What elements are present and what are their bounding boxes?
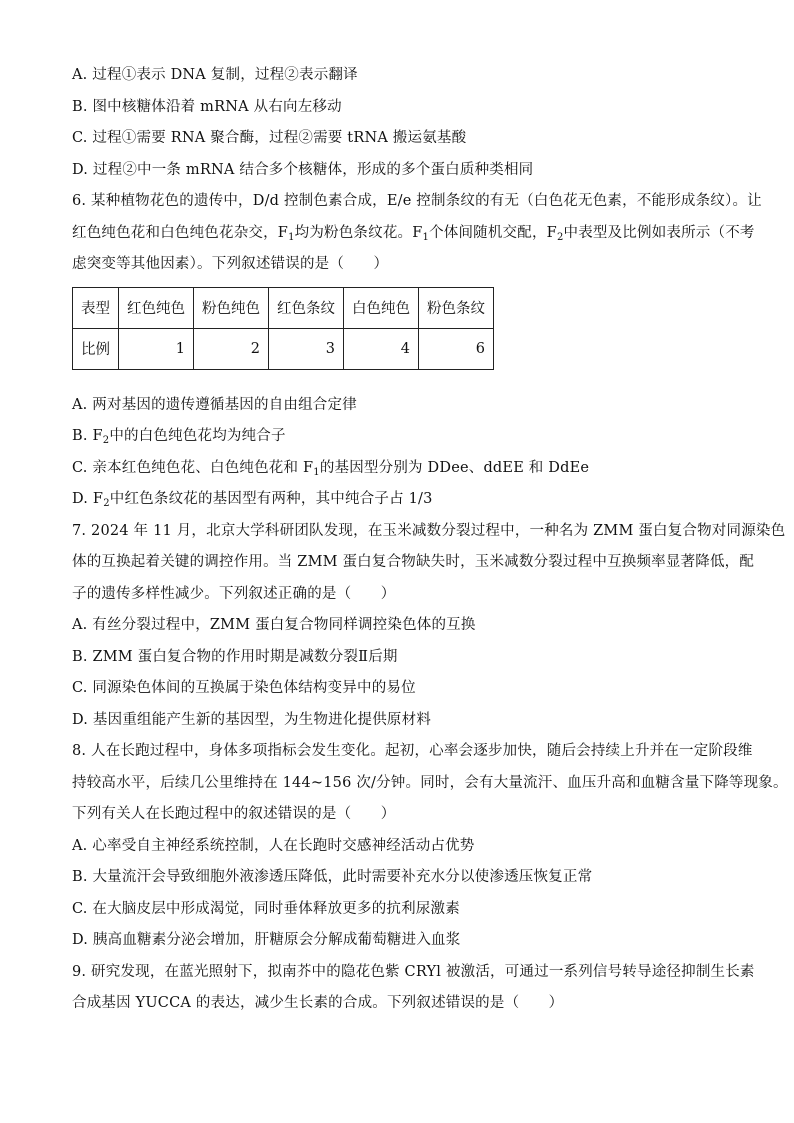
subscript: 2 bbox=[102, 435, 110, 446]
option-text: C. 亲本红色纯色花、白色纯色花和 F bbox=[72, 459, 314, 476]
table-row-label: 比例 bbox=[73, 328, 119, 369]
table-header-cell: 红色条纹 bbox=[269, 287, 344, 328]
q7-stem-line: 7. 2024 年 11 月，北京大学科研团队发现，在玉米减数分裂过程中，一种名为 ZMM 蛋白复合物对同源染色 bbox=[72, 522, 786, 539]
table-cell: 6 bbox=[419, 328, 494, 369]
q6-stem-text: 均为粉色条纹花。F bbox=[294, 224, 423, 241]
q6-stem-line3: 虑突变等其他因素）。下列叙述错误的是（ ） bbox=[72, 256, 389, 272]
option-text: B. F bbox=[72, 428, 103, 444]
q9-stem-line: 合成基因 YUCCA 的表达，减少生长素的合成。下列叙述错误的是（ ） bbox=[72, 995, 564, 1011]
option-text: 中红色条纹花的基因型有两种，其中纯合子占 1/3 bbox=[109, 491, 433, 507]
q8-option-a: A. 心率受自主神经系统控制，人在长跑时交感神经活动占优势 bbox=[72, 837, 475, 854]
q5-option-c: C. 过程①需要 RNA 聚合酶，过程②需要 tRNA 搬运氨基酸 bbox=[72, 130, 467, 146]
q6-stem-text: 中表型及比例如表所示（不考 bbox=[563, 224, 755, 241]
q6-stem-text: 个体间随机交配，F bbox=[429, 224, 557, 241]
q6-option-c bbox=[72, 453, 732, 485]
q6-stem-text: 红色纯色花和白色纯色花杂交，F bbox=[72, 224, 289, 241]
table-header-cell: 粉色纯色 bbox=[194, 287, 269, 328]
phenotype-ratio-table bbox=[72, 287, 494, 370]
q8-option-d: D. 胰高血糖素分泌会增加，肝糖原会分解成葡萄糖进入血浆 bbox=[72, 932, 461, 948]
table-cell: 2 bbox=[194, 328, 269, 369]
q6-stem-line2 bbox=[72, 218, 755, 250]
option-text: 中的白色纯色花均为纯合子 bbox=[109, 428, 286, 444]
q9-stem-line: 9. 研究发现，在蓝光照射下，拟南芥中的隐花色紫 CRYl 被激活，可通过一系列信号转导途径抑制生长素 bbox=[72, 963, 755, 980]
subscript: 1 bbox=[313, 466, 320, 478]
option-text: 的基因型分别为 DDee、ddEE 和 DdEe bbox=[319, 459, 590, 476]
q7-option-c: C. 同源染色体间的互换属于染色体结构变异中的易位 bbox=[72, 680, 416, 696]
exam-page bbox=[72, 60, 788, 1020]
option-text: D. F bbox=[72, 491, 104, 507]
table-cell: 3 bbox=[269, 328, 344, 369]
q5-option-b: B. 图中核糖体沿着 mRNA 从右向左移动 bbox=[72, 98, 342, 115]
subscript: 2 bbox=[556, 231, 564, 243]
table-cell: 4 bbox=[344, 328, 419, 369]
q8-stem-line: 8. 人在长跑过程中，身体多项指标会发生变化。起初，心率会逐步加快，随后会持续上升并在一定阶段维 bbox=[72, 743, 753, 759]
q7-option-d: D. 基因重组能产生新的基因型，为生物进化提供原材料 bbox=[72, 711, 432, 728]
table-header-cell: 表型 bbox=[73, 287, 119, 328]
q7-stem-line: 体的互换起着关键的调控作用。当 ZMM 蛋白复合物缺失时，玉米减数分裂过程中互换频率显著降低，配 bbox=[72, 554, 755, 570]
q6-stem-line1: 6. 某种植物花色的遗传中，D/d 控制色素合成，E/e 控制条纹的有无（白色花无色素，不能形成条纹）。让 bbox=[72, 193, 762, 209]
q6-option-a: A. 两对基因的遗传遵循基因的自由组合定律 bbox=[72, 396, 357, 413]
q7-option-a: A. 有丝分裂过程中，ZMM 蛋白复合物同样调控染色体的互换 bbox=[72, 617, 476, 633]
q5-option-a: A. 过程①表示 DNA 复制，过程②表示翻译 bbox=[72, 67, 358, 83]
q6-option-d bbox=[72, 484, 732, 516]
q8-stem-line: 持较高水平，后续几公里维持在 144~156 次/分钟。同时，会有大量流汗、血压升高和血糖含量下降等现象。 bbox=[72, 774, 788, 791]
q8-stem-line: 下列有关人在长跑过程中的叙述错误的是（ ） bbox=[72, 806, 396, 822]
table-header-cell: 白色纯色 bbox=[344, 287, 419, 328]
q8-option-b: B. 大量流汗会导致细胞外液渗透压降低，此时需要补充水分以使渗透压恢复正常 bbox=[72, 869, 593, 885]
table-cell: 1 bbox=[119, 328, 194, 369]
table-header-row bbox=[73, 287, 494, 328]
table-header-cell: 粉色条纹 bbox=[419, 287, 494, 328]
q7-option-b: B. ZMM 蛋白复合物的作用时期是减数分裂Ⅱ后期 bbox=[72, 648, 398, 665]
subscript: 2 bbox=[103, 498, 110, 509]
q7-stem-line: 子的遗传多样性减少。下列叙述正确的是（ ） bbox=[72, 585, 396, 602]
table-row bbox=[73, 328, 494, 369]
subscript: 1 bbox=[422, 231, 430, 243]
q5-option-d: D. 过程②中一条 mRNA 结合多个核糖体，形成的多个蛋白质种类相同 bbox=[72, 161, 534, 178]
q8-option-c: C. 在大脑皮层中形成渴觉，同时垂体释放更多的抗利尿激素 bbox=[72, 900, 460, 917]
subscript: 1 bbox=[288, 231, 295, 243]
q6-option-b bbox=[72, 421, 732, 453]
table-header-cell: 红色纯色 bbox=[119, 287, 194, 328]
